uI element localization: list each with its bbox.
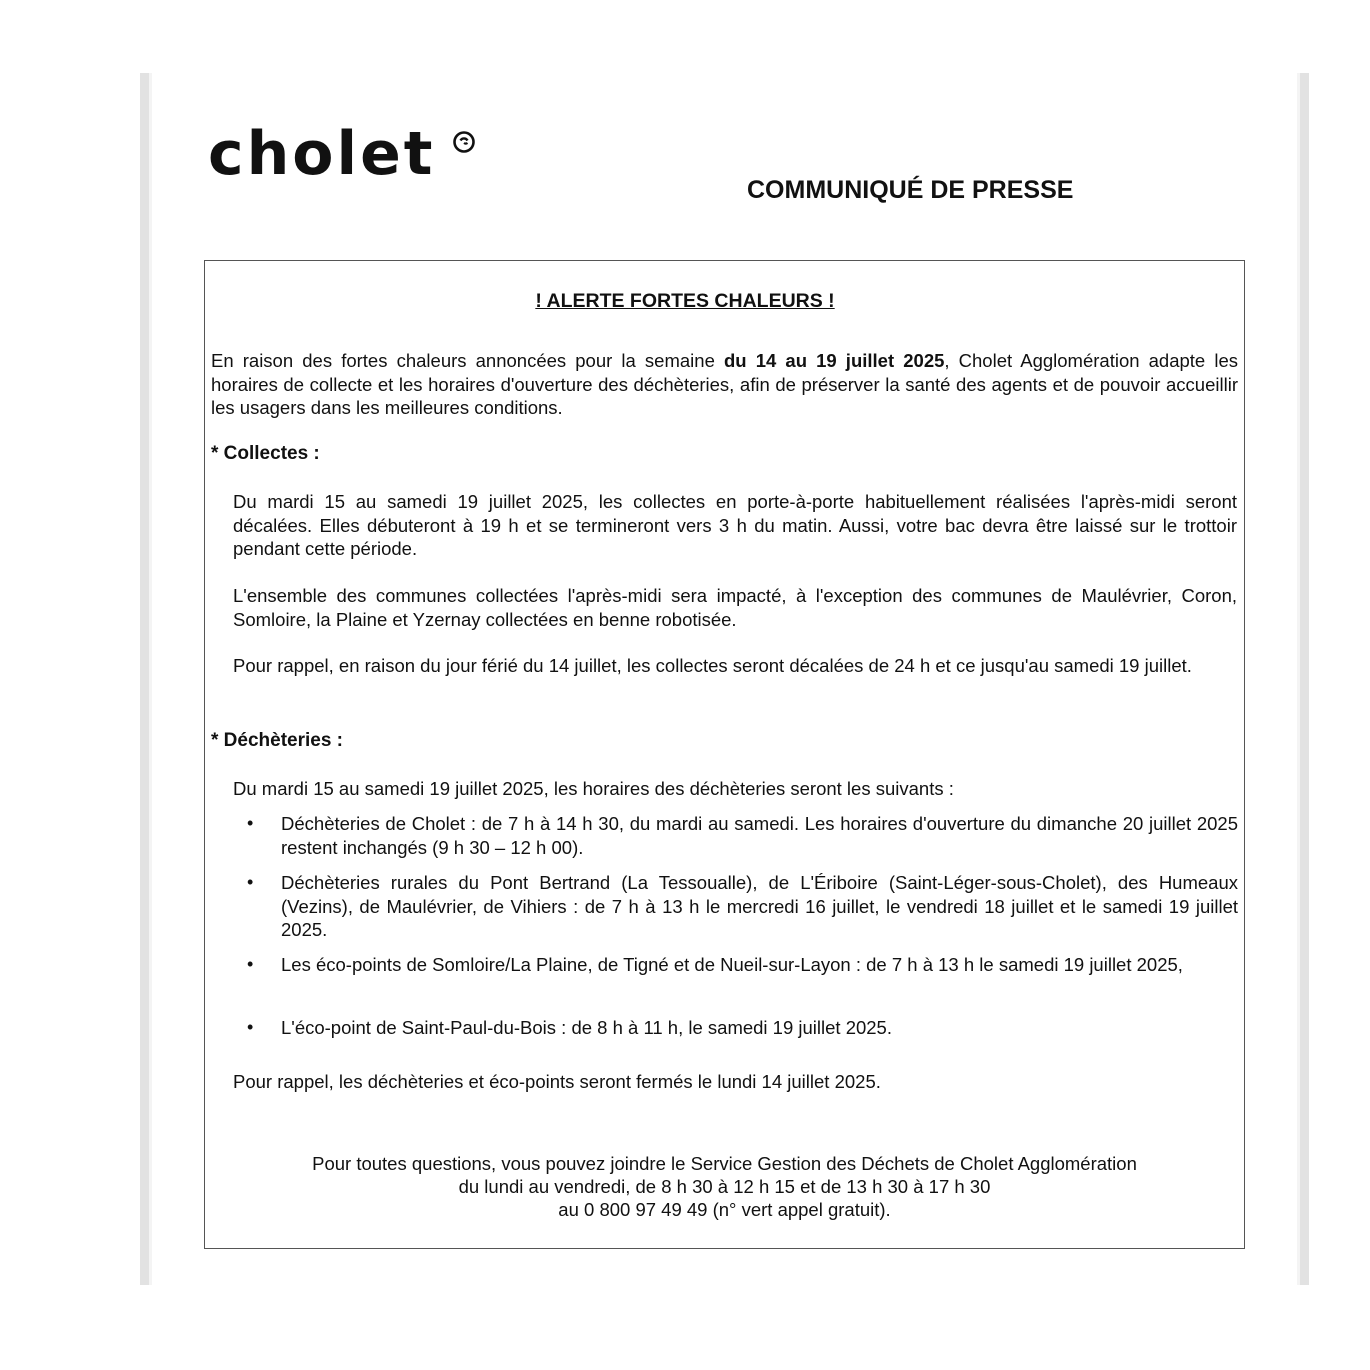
- decheteries-item-cholet: Déchèteries de Cholet : de 7 h à 14 h 30, du mardi au samedi. Les horaires d'ouverture du dimanche 20 juillet 2025 restent inchangés (9 h 30 – 12 h 00).: [281, 813, 1238, 858]
- collectes-heading: * Collectes :: [211, 443, 320, 464]
- decheteries-closing: Pour rappel, les déchèteries et éco-points seront fermés le lundi 14 juillet 2025.: [233, 1071, 881, 1092]
- contact-footer: [204, 1152, 1245, 1221]
- page-edge-right: [1300, 73, 1309, 1285]
- contact-line-2: du lundi au vendredi, de 8 h 30 à 12 h 15 et de 13 h 30 à 17 h 30: [458, 1176, 991, 1197]
- contact-line-1: Pour toutes questions, vous pouvez joindre le Service Gestion des Déchets de Cholet Agglomération: [312, 1153, 1137, 1174]
- bullet-marker: •: [247, 813, 254, 833]
- decheteries-item-rurales: Déchèteries rurales du Pont Bertrand (La Tessoualle), de L'Ériboire (Saint-Léger-sous-Cholet), des Humeaux (Vezins), de Maulévrier, de Vihiers : de 7 h à 13 h le mercredi 16 juillet, le vendredi 18 juillet et le samedi 19 juillet 2025.: [281, 872, 1238, 940]
- intro-paragraph: [211, 349, 1238, 420]
- contact-line-3: au 0 800 97 49 49 (n° vert appel gratuit).: [558, 1199, 891, 1220]
- intro-text-before: En raison des fortes chaleurs annoncées pour la semaine: [211, 350, 724, 371]
- collectes-paragraph-1: Du mardi 15 au samedi 19 juillet 2025, les collectes en porte-à-porte habituellement réalisées l'après-midi seront décalées. Elles débuteront à 19 h et se termineront vers 3 h du matin. Aussi, votre bac devra être laissé sur le trottoir pendant cette période.: [233, 491, 1237, 559]
- decheteries-heading: * Déchèteries :: [211, 730, 344, 751]
- cholet-logo: cholet: [208, 119, 436, 189]
- decheteries-item-eco-points: Les éco-points de Somloire/La Plaine, de Tigné et de Nueil-sur-Layon : de 7 h à 13 h le samedi 19 juillet 2025,: [281, 954, 1183, 975]
- decheteries-intro: Du mardi 15 au samedi 19 juillet 2025, les horaires des déchèteries seront les suivants :: [233, 778, 954, 799]
- press-release-title: COMMUNIQUÉ DE PRESSE: [747, 176, 1074, 204]
- bullet-marker: •: [247, 954, 254, 974]
- intro-text-after: , Cholet Agglomération adapte les horaires de collecte et les horaires d'ouverture des déchèteries, afin de préserver la santé des agents et de pouvoir accueillir les usagers dans les meilleures conditions.: [211, 350, 1238, 418]
- page-edge-left: [140, 73, 149, 1285]
- alert-title: ! ALERTE FORTES CHALEURS !: [535, 290, 835, 312]
- collectes-paragraph-3: Pour rappel, en raison du jour férié du 14 juillet, les collectes seront décalées de 24 h et ce jusqu'au samedi 19 juillet.: [233, 655, 1192, 676]
- bullet-marker: •: [247, 872, 254, 892]
- decheteries-item-saint-paul: L'éco-point de Saint-Paul-du-Bois : de 8 h à 11 h, le samedi 19 juillet 2025.: [281, 1017, 892, 1038]
- bullet-marker: •: [247, 1017, 254, 1037]
- collectes-paragraph-2: L'ensemble des communes collectées l'après-midi sera impacté, à l'exception des communes de Maulévrier, Coron, Somloire, la Plaine et Yzernay collectées en benne robotisée.: [233, 585, 1237, 630]
- intro-dates: du 14 au 19 juillet 2025: [723, 350, 945, 371]
- logo-mark-icon: [452, 130, 476, 154]
